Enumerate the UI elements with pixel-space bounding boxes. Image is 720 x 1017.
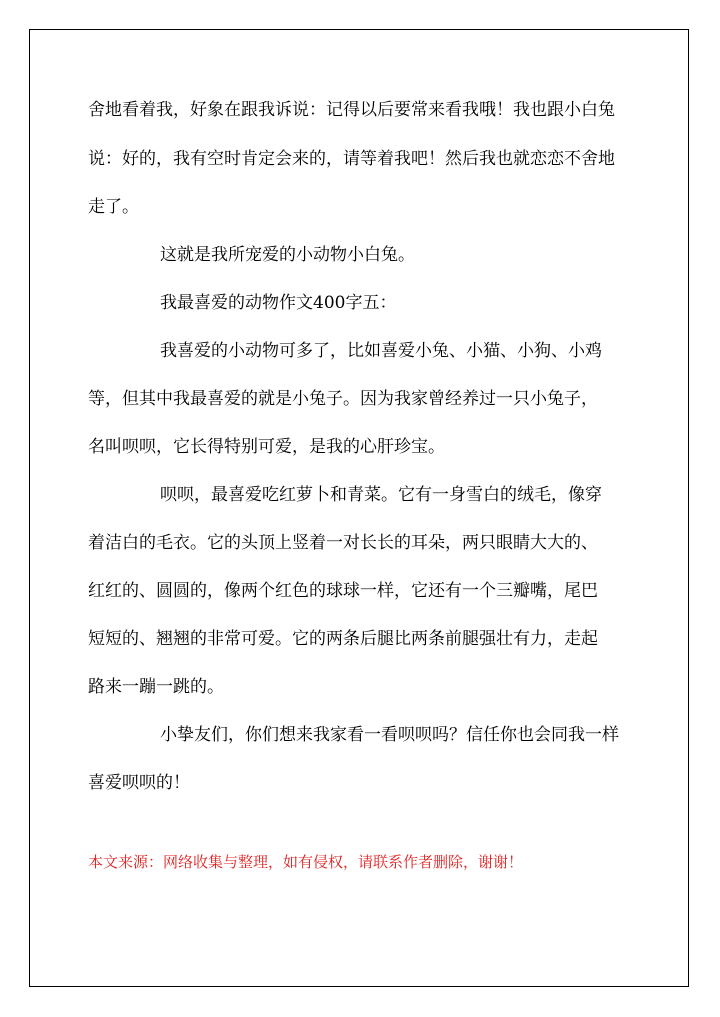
- text-line-15: 喜爱呗呗的！: [88, 773, 190, 793]
- text-line-10: 着洁白的毛衣。它的头顶上竖着一对长长的耳朵，两只眼睛大大的、: [88, 533, 598, 553]
- text-line-13: 路来一蹦一跳的。: [88, 677, 224, 697]
- text-line-8: 名叫呗呗，它长得特别可爱，是我的心肝珍宝。: [88, 437, 445, 457]
- text-line-6: 我喜爱的小动物可多了，比如喜爱小兔、小猫、小狗、小鸡: [160, 341, 602, 361]
- text-line-14: 小挚友们，你们想来我家看一看呗呗吗？信任你也会同我一样: [160, 725, 619, 745]
- text-line-3: 走了。: [88, 197, 139, 217]
- text-line-4: 这就是我所宠爱的小动物小白兔。: [160, 245, 415, 265]
- text-line-11: 红红的、圆圆的，像两个红色的球球一样，它还有一个三瓣嘴，尾巴: [88, 581, 598, 601]
- source-note: 本文来源：网络收集与整理，如有侵权，请联系作者删除，谢谢！: [88, 853, 524, 871]
- text-line-12: 短短的、翘翘的非常可爱。它的两条后腿比两条前腿强壮有力，走起: [88, 629, 598, 649]
- text-line-7: 等，但其中我最喜爱的就是小兔子。因为我家曾经养过一只小兔子，: [88, 389, 598, 409]
- text-line-2: 说：好的，我有空时肯定会来的，请等着我吧！然后我也就恋恋不舍地: [88, 149, 615, 169]
- essay-heading: 我最喜爱的动物作文400字五：: [160, 293, 397, 313]
- page-border: [29, 29, 689, 987]
- text-line-1: 舍地看着我，好象在跟我诉说：记得以后要常来看我哦！我也跟小白兔: [88, 100, 615, 120]
- text-line-9: 呗呗，最喜爱吃红萝卜和青菜。它有一身雪白的绒毛，像穿: [160, 485, 602, 505]
